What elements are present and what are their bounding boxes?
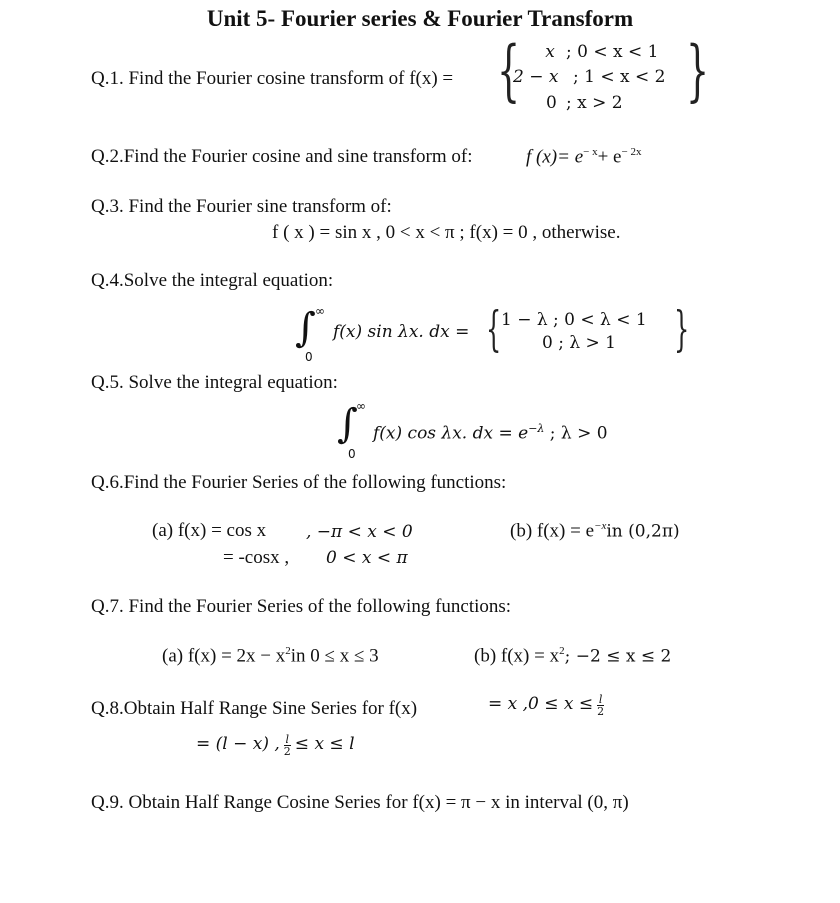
q3-line2: f ( x ) = sin x , 0 < x < π ; f(x) = 0 , otherwise. [272,222,621,243]
q1-right-brace: } [686,32,710,109]
q4-integral-sign: ∫ [295,305,316,351]
q7-a-f: (a) f(x) = 2x − x [162,645,286,667]
q5-integral-sign: ∫ [337,401,358,447]
q2-exp2: − 2x [621,146,642,158]
q1-case2-expr: 2 − x [513,67,559,87]
q8-frac2-den: 2 [283,745,291,758]
q5-integrand: f(x) cos λx. dx = e [373,423,529,444]
q8-frac-num: l [598,693,603,706]
q8-label: Q.8.Obtain Half Range Sine Series for f(x) [91,698,418,719]
q7-a-cond: in 0 ≤ x ≤ 3 [290,645,379,667]
q4-case1: 1 − λ ; 0 < λ < 1 [501,310,647,330]
q6-a-line1-f: (a) f(x) = cos x [152,520,267,541]
q7-b-exp: 2 [559,645,565,657]
q1-label: Q.1. Find the Fourier cosine transform of f(x) = [91,68,454,89]
q7-b [474,645,671,667]
q6-a-line2-cond: 0 < x < π [326,548,408,568]
q2-label: Q.2.Find the Fourier cosine and sine transform of: [91,146,473,167]
q5-exp: −λ [528,422,545,435]
q6-label: Q.6.Find the Fourier Series of the following functions: [91,472,507,493]
q7-label: Q.7. Find the Fourier Series of the following functions: [91,596,512,617]
q5-expression [373,422,608,444]
q1-case1-expr: x [545,42,555,62]
q4-label: Q.4.Solve the integral equation: [91,270,334,291]
q5-upper-limit: ∞ [356,399,366,413]
q4-upper-limit: ∞ [315,304,325,318]
q4-integrand: f(x) sin λx. dx = [333,322,470,342]
q5-lower-limit: 0 [348,447,356,461]
q3-label: Q.3. Find the Fourier sine transform of: [91,196,392,217]
q5-cond: ; λ > 0 [549,423,608,444]
q5-label: Q.5. Solve the integral equation: [91,372,338,393]
q6-b [510,520,680,542]
q2-exp1: − x [583,146,598,158]
q6-b-f: (b) f(x) = e [510,520,595,542]
q8-line1-expr: = x ,0 ≤ x ≤ [488,694,594,715]
q2-plus: + e [597,146,622,168]
page-title: Unit 5- Fourier series & Fourier Transform [206,6,634,31]
q4-case2: 0 ; λ > 1 [542,333,616,353]
q6-a-line2-f: = -cosx , [223,547,290,568]
q1-case1-cond: ; 0 < x < 1 [566,42,659,62]
q7-b-f: (b) f(x) = x [474,645,560,667]
q4-left-brace: { [486,301,502,357]
q8-line1 [488,694,604,717]
q6-b-in: in (0,2π) [606,521,680,542]
q2-f: f (x)= e [526,146,584,168]
q7-a [162,645,379,667]
q8-line1-fraction [597,694,604,717]
q6-b-exp: −x [594,520,607,532]
q7-b-cond: ; −2 ≤ x ≤ 2 [564,646,672,667]
q8-line2-fraction [284,734,291,757]
q9-label: Q.9. Obtain Half Range Cosine Series for f(x) = π − x in interval (0, π) [91,792,629,813]
q7-a-exp: 2 [285,645,291,657]
q8-frac-den: 2 [597,705,605,718]
q1-case3-cond: ; x > 2 [566,93,623,113]
q8-line2-expr: = (l − x) , [196,734,280,755]
q4-lower-limit: 0 [305,350,313,364]
q1-case2-cond: ; 1 < x < 2 [573,67,666,87]
q2-expression [526,146,641,168]
q8-line2-tail: ≤ x ≤ l [294,734,355,755]
q8-line2 [196,734,355,757]
q4-right-brace: } [674,301,690,357]
q8-frac2-num: l [285,733,290,746]
q6-a-line1-cond: , −π < x < 0 [306,522,413,542]
q1-left-brace: { [497,32,521,109]
q1-case3-expr: 0 [546,93,557,113]
